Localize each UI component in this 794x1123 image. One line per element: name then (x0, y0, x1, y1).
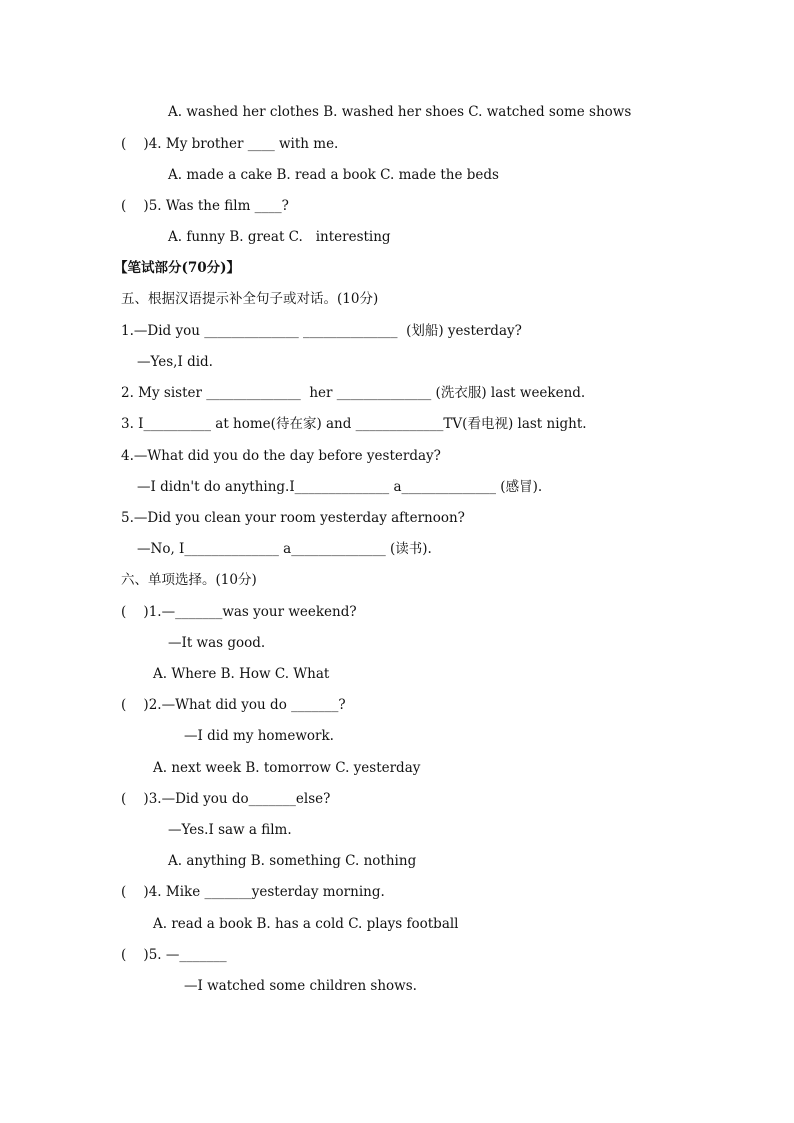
section-6-q4-options: A. read a book B. has a cold C. plays football (153, 916, 459, 932)
section-6-q2-reply: —I did my homework. (184, 728, 334, 744)
section-6-q1-options: A. Where B. How C. What (153, 666, 330, 682)
section-6-q3-options: A. anything B. something C. nothing (168, 853, 417, 869)
section-6-q5-reply: —I watched some children shows. (184, 978, 417, 994)
section-5-item-1-question: 1.—Did you ______________ ______________ (划船) yesterday? (121, 323, 522, 339)
listening-q4-options: A. made a cake B. read a book C. made the beds (168, 167, 499, 183)
section-6-q5-question: ( )5. —_______ (121, 947, 227, 963)
section-5-heading: 五、根据汉语提示补全句子或对话。(10分) (121, 291, 379, 307)
listening-q5-options: A. funny B. great C. interesting (168, 229, 391, 245)
written-part-heading: 【笔试部分(70分)】 (114, 260, 241, 276)
section-5-item-1-answer: —Yes,I did. (137, 354, 213, 370)
listening-q5-question: ( )5. Was the film ____? (121, 198, 289, 214)
section-6-q1-reply: —It was good. (168, 635, 266, 651)
section-6-q3-reply: —Yes.I saw a film. (168, 822, 292, 838)
section-5-item-4-answer: —I didn't do anything.I______________ a______________ (感冒). (137, 479, 543, 495)
section-6-q3-question: ( )3.—Did you do_______else? (121, 791, 331, 807)
section-6-q4-question: ( )4. Mike _______yesterday morning. (121, 884, 385, 900)
section-6-q1-question: ( )1.—_______was your weekend? (121, 604, 357, 620)
section-5-item-5-answer: —No, I______________ a______________ (读书). (137, 541, 432, 557)
q4-options-line: A. washed her clothes B. washed her shoes C. watched some shows (168, 104, 632, 120)
section-5-item-5-question: 5.—Did you clean your room yesterday afternoon? (121, 510, 465, 526)
section-6-q2-options: A. next week B. tomorrow C. yesterday (153, 760, 421, 776)
section-5-item-3: 3. I__________ at home(待在家) and _____________TV(看电视) last night. (121, 416, 587, 432)
listening-q4-question: ( )4. My brother ____ with me. (121, 136, 339, 152)
section-5-item-4-question: 4.—What did you do the day before yesterday? (121, 448, 441, 464)
section-6-q2-question: ( )2.—What did you do _______? (121, 697, 346, 713)
section-5-item-2: 2. My sister ______________ her ______________ (洗衣服) last weekend. (121, 385, 586, 401)
section-6-heading: 六、单项选择。(10分) (121, 572, 257, 588)
